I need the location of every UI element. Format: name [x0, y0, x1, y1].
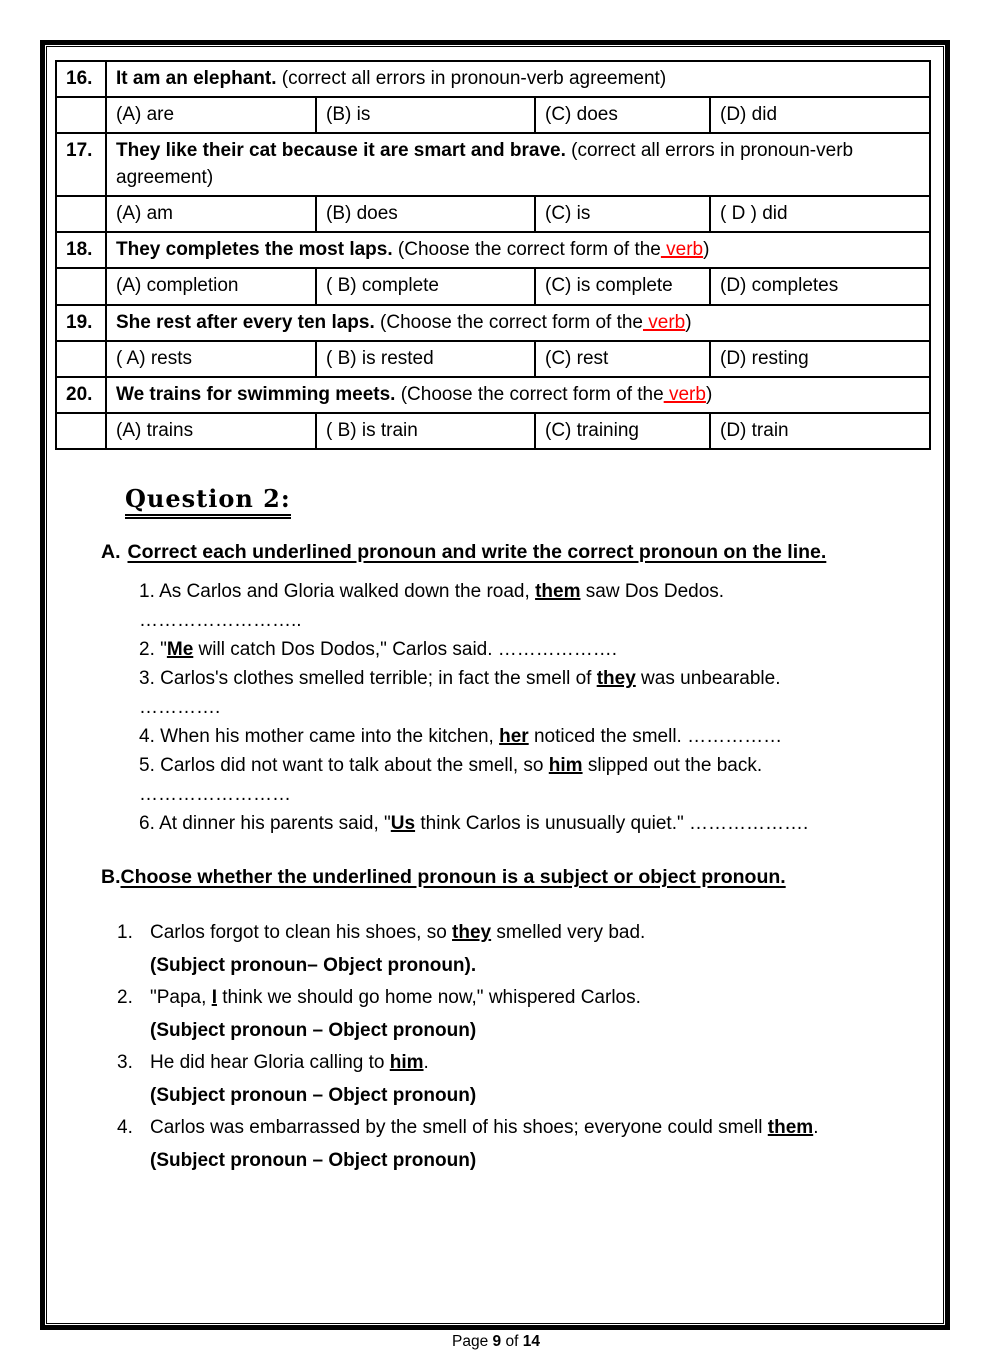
option-b: ( B) is rested [316, 341, 535, 377]
subject-object-choice: (Subject pronoun – Object pronoun) [150, 1149, 477, 1171]
list-item [139, 577, 935, 606]
question-text [106, 232, 930, 268]
item-text: . [813, 1117, 819, 1139]
list-item [139, 635, 935, 664]
question-instruction: (Choose the correct form of the [392, 239, 661, 261]
question-instruction: (correct all errors in pronoun-verb agreement) [116, 140, 854, 188]
item-text: saw Dos Dedos. [580, 581, 725, 603]
option-c: (C) rest [535, 341, 710, 377]
verb-link: verb [660, 239, 704, 261]
option-a: (A) trains [106, 413, 316, 449]
option-d: (D) resting [710, 341, 930, 377]
section-b-instruction: Choose whether the underlined pronoun is a subject or object pronoun. [120, 866, 786, 889]
list-item [117, 1112, 935, 1145]
underlined-pronoun: Us [390, 813, 416, 835]
section-b-heading [101, 866, 935, 889]
option-d: (D) train [710, 413, 930, 449]
question-text [106, 133, 930, 195]
item-text: think we should go home now," whispered Carlos. [216, 987, 641, 1009]
option-d: (D) completes [710, 268, 930, 304]
question-sentence: They like their cat because it are smart and brave. [116, 140, 566, 162]
option-a: ( A) rests [106, 341, 316, 377]
list-item [117, 982, 935, 1015]
list-item [139, 809, 935, 838]
empty-cell [56, 97, 106, 133]
options-row [56, 341, 930, 377]
underlined-pronoun: I [211, 987, 217, 1009]
item-number: 1. [117, 922, 133, 944]
underlined-pronoun: him [389, 1052, 424, 1074]
list-item [139, 751, 935, 780]
question-row [56, 133, 930, 195]
underlined-pronoun: they [452, 922, 492, 944]
question-row [56, 61, 930, 97]
question-number: 18. [56, 232, 106, 268]
option-b: ( B) complete [316, 268, 535, 304]
question-sentence: We trains for swimming meets. [116, 383, 396, 405]
item-text: smelled very bad. [491, 922, 646, 944]
question-number: 16. [56, 61, 106, 97]
item-number: 2. [117, 987, 133, 1009]
question-text [106, 305, 930, 341]
page-border-inner [46, 46, 944, 1324]
question-close: ) [705, 383, 713, 405]
question-row [56, 305, 930, 341]
option-a: (A) completion [106, 268, 316, 304]
item-text: noticed the smell. …………… [528, 726, 783, 748]
section-a-items [139, 577, 935, 838]
question-number: 20. [56, 377, 106, 413]
option-d: (D) did [710, 97, 930, 133]
page-border-outer [40, 40, 950, 1330]
list-item [117, 917, 935, 950]
item-text: 4. When his mother came into the kitchen, [139, 726, 500, 748]
item-text: 5. Carlos did not want to talk about the smell, so [139, 755, 549, 777]
question-row [56, 232, 930, 268]
underlined-pronoun: Me [166, 639, 194, 661]
underlined-pronoun: him [548, 755, 583, 777]
item-text [150, 982, 641, 1015]
item-text: . [423, 1052, 429, 1074]
option-b: ( B) is train [316, 413, 535, 449]
question-number: 17. [56, 133, 106, 195]
option-c: (C) is complete [535, 268, 710, 304]
section-a-label: A. [101, 541, 121, 564]
question-close: ) [703, 239, 710, 261]
question-row [56, 377, 930, 413]
item-text: 6. At dinner his parents said, " [139, 813, 391, 835]
list-item [139, 664, 935, 693]
options-row [56, 196, 930, 232]
subject-object-choice: (Subject pronoun– Object pronoun). [150, 954, 477, 976]
list-item [117, 1047, 935, 1080]
question-text [106, 377, 930, 413]
question-instruction: (Choose the correct form of the [395, 383, 664, 405]
item-text: Carlos forgot to clean his shoes, so [150, 922, 453, 944]
item-text [150, 917, 645, 950]
item-text: 2. " [139, 639, 167, 661]
option-b: (B) does [316, 196, 535, 232]
item-text: Carlos was embarrassed by the smell of his shoes; everyone could smell [150, 1117, 768, 1139]
section-a-heading [101, 541, 935, 564]
item-text: 3. Carlos's clothes smelled terrible; in fact the smell of [139, 668, 597, 690]
multiple-choice-table [55, 60, 931, 450]
verb-link: verb [642, 311, 686, 333]
question-instruction: (correct all errors in pronoun-verb agreement) [276, 68, 667, 89]
question-sentence: She rest after every ten laps. [116, 311, 375, 333]
list-item [139, 722, 935, 751]
item-text: will catch Dos Dodos," Carlos said. ………………. [193, 639, 618, 661]
page-footer [0, 1333, 992, 1351]
question-sentence: They completes the most laps. [116, 239, 393, 261]
item-number: 3. [117, 1052, 133, 1074]
subject-object-choice: (Subject pronoun – Object pronoun) [150, 1084, 477, 1106]
item-text: think Carlos is unusually quiet." ………………. [415, 813, 809, 835]
option-c: (C) is [535, 196, 710, 232]
options-row [56, 97, 930, 133]
option-c: (C) training [535, 413, 710, 449]
option-d: ( D ) did [710, 196, 930, 232]
answer-dots-line: …………. [139, 697, 221, 719]
item-text: 1. As Carlos and Gloria walked down the road, [139, 581, 536, 603]
item-text [150, 1047, 429, 1080]
section-b-label: B. [101, 866, 121, 889]
answer-dots-line: …………………… [139, 784, 291, 806]
verb-link: verb [663, 383, 706, 405]
item-text [150, 1112, 818, 1145]
empty-cell [56, 268, 106, 304]
page-total: 14 [522, 1333, 540, 1350]
question2-title [125, 484, 935, 513]
empty-cell [56, 341, 106, 377]
underlined-pronoun: they [596, 668, 636, 690]
underlined-pronoun: her [499, 726, 529, 748]
underlined-pronoun: them [767, 1117, 814, 1139]
section-a-instruction: Correct each underlined pronoun and write the correct pronoun on the line. [127, 541, 827, 564]
footer-text: Page [452, 1333, 493, 1350]
item-text: slipped out the back. [582, 755, 763, 777]
subject-object-choice: (Subject pronoun – Object pronoun) [150, 1019, 477, 1041]
option-a: (A) are [106, 97, 316, 133]
question2-title-text: Question 2: [125, 484, 291, 519]
question-instruction: (Choose the correct form of the [374, 311, 643, 333]
underlined-pronoun: them [535, 581, 581, 603]
question-text [106, 61, 930, 97]
section-b-items [117, 917, 935, 1177]
option-b: (B) is [316, 97, 535, 133]
question-sentence: It am an elephant. [116, 68, 277, 89]
answer-dots-line: …………………….. [139, 610, 302, 632]
empty-cell [56, 196, 106, 232]
question-close: ) [685, 311, 692, 333]
item-text: He did hear Gloria calling to [150, 1052, 390, 1074]
options-row [56, 413, 930, 449]
item-text: was unbearable. [635, 668, 781, 690]
option-a: (A) am [106, 196, 316, 232]
footer-text: of [501, 1333, 523, 1350]
option-c: (C) does [535, 97, 710, 133]
item-number: 4. [117, 1117, 133, 1139]
options-row [56, 268, 930, 304]
question-number: 19. [56, 305, 106, 341]
item-text: "Papa, [150, 987, 212, 1009]
page-number: 9 [492, 1333, 502, 1350]
empty-cell [56, 413, 106, 449]
